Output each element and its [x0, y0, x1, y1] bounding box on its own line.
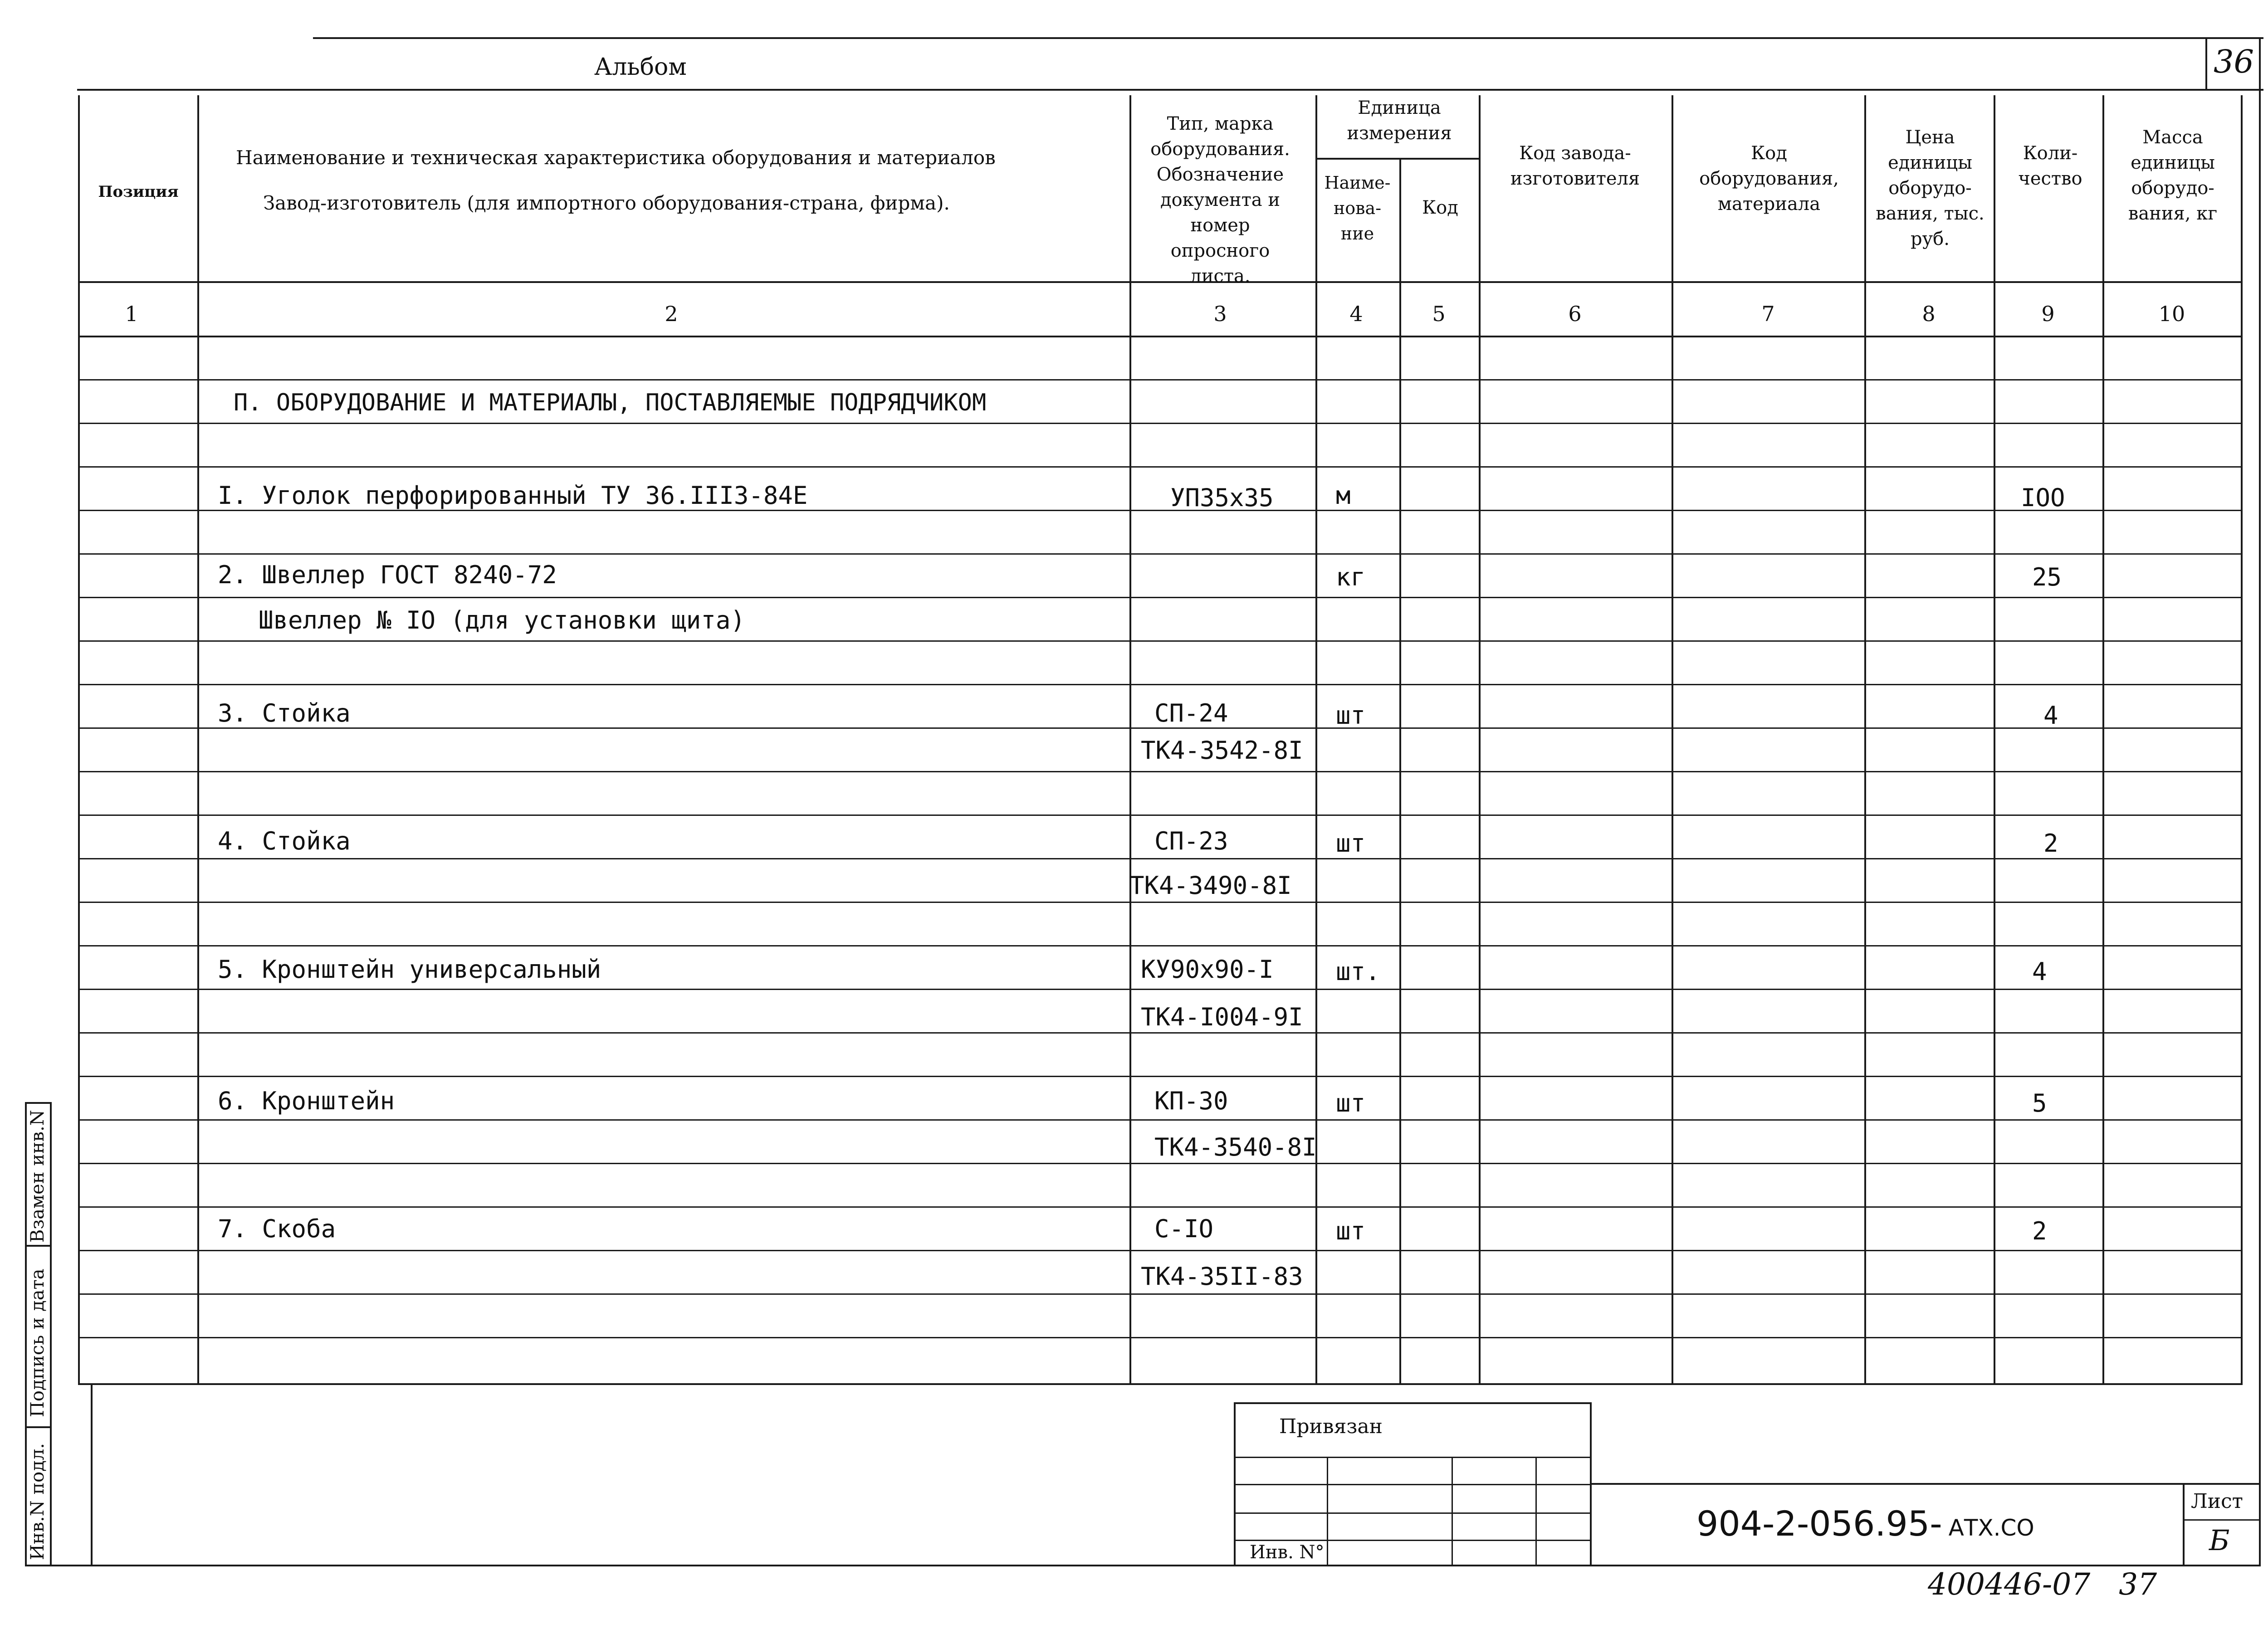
item-name: 4. Стойка [218, 827, 351, 855]
item-unit: шт. [1336, 957, 1380, 986]
item-type-line2: ТК4-I004-9I [1141, 1003, 1303, 1031]
col-num-5: 5 [1432, 302, 1446, 326]
col-num-2: 2 [665, 302, 678, 326]
item-qty: 2 [2043, 829, 2058, 858]
col-num-3: 3 [1213, 302, 1227, 326]
item-unit: шт [1336, 701, 1366, 730]
item-qty: 5 [2032, 1089, 2047, 1117]
header-position: Позиция [98, 183, 179, 201]
list-box-left [2183, 1483, 2185, 1565]
item-qty: 4 [2043, 701, 2058, 730]
item-type: КП-30 [1154, 1087, 1228, 1115]
header-unit-price: Цена единицы оборудо-вания, тыс. руб. [1876, 127, 1984, 249]
header-quantity: Коли-чество [2018, 143, 2082, 189]
header-name-line2: Завод-изготовитель (для импортного оборудования-страна, фирма). [263, 192, 950, 214]
side-label-vzam: Взамен инв.N [27, 1110, 48, 1243]
header-unit-code: Код [1422, 197, 1458, 218]
item-type-line2: ТК4-3542-8I [1141, 736, 1303, 765]
corner-box-left [2205, 37, 2207, 89]
header-equipment-code: Код оборудования, материала [1699, 143, 1839, 215]
right-border [2259, 37, 2261, 1566]
header-factory-code: Код завода-изготовителя [1510, 143, 1640, 189]
item-unit: м [1336, 481, 1351, 510]
side-label-podpis: Подпись и дата [27, 1268, 48, 1417]
doc-code-number: 904-2-056.95- [1696, 1503, 1942, 1544]
item-qty: IOO [2021, 483, 2065, 512]
item-unit: шт [1336, 829, 1366, 858]
list-value: Б [2209, 1524, 2230, 1557]
doc-block-top [1590, 1483, 2259, 1485]
item-type-line2: ТК4-3490-8I [1129, 871, 1292, 900]
doc-code-suffix: АТХ.СО [1948, 1515, 2034, 1541]
col-num-4: 4 [1349, 302, 1363, 326]
top-rule-2 [77, 89, 2263, 91]
col-num-7: 7 [1761, 302, 1775, 326]
item-name: 7. Скоба [218, 1215, 336, 1243]
item-qty: 2 [2032, 1217, 2047, 1245]
list-label: Лист [2191, 1490, 2244, 1513]
item-name: 3. Стойка [218, 699, 351, 727]
col-num-9: 9 [2041, 302, 2055, 326]
item-type: СП-24 [1154, 699, 1228, 727]
outer-left-border [91, 1383, 93, 1565]
header-name-line1: Наименование и техническая характеристика оборудования и материалов [236, 146, 996, 169]
side-label-inv-podl: Инв.N подл. [27, 1443, 48, 1560]
header-type: Тип, марка оборудования. Обозначение документа и номер опросного листа. [1150, 113, 1290, 287]
item-type-line2: ТК4-3540-8I [1154, 1133, 1317, 1161]
item-unit: кг [1336, 563, 1366, 591]
item-type: КУ90х90-I [1141, 955, 1274, 984]
item-type: УП35х35 [1170, 483, 1274, 512]
item-name: 5. Кронштейн универсальный [218, 955, 601, 984]
col-num-10: 10 [2158, 302, 2185, 326]
item-type-line2: ТК4-35II-83 [1141, 1262, 1303, 1291]
doc-code [1696, 1503, 2034, 1544]
inv-no-label: Инв. N° [1250, 1542, 1325, 1563]
item-name-line2: Швеллер № IO (для установки щита) [259, 606, 745, 634]
section-title: П. ОБОРУДОВАНИЕ И МАТЕРИАЛЫ, ПОСТАВЛЯЕМЫЕ ПОДРЯДЧИКОМ [234, 389, 987, 416]
item-name: I. Уголок перфорированный ТУ 36.III3-84Е [218, 481, 808, 510]
item-qty: 4 [2032, 957, 2047, 986]
handwritten-footer: 400446-07 37 [1928, 1567, 2157, 1602]
item-name: 6. Кронштейн [218, 1087, 395, 1115]
col-num-8: 8 [1922, 302, 1936, 326]
album-label: Альбом [594, 54, 687, 81]
sheet-corner-number: 36 [2214, 43, 2254, 80]
list-box-divider [2183, 1519, 2259, 1521]
header-mass: Масса единицы оборудо-вания, кг [2128, 127, 2218, 224]
item-qty: 25 [2032, 563, 2062, 591]
item-unit: шт [1336, 1217, 1366, 1245]
bottom-border [25, 1565, 2261, 1566]
col-num-1: 1 [125, 302, 138, 326]
top-rule [313, 37, 2263, 39]
col-num-6: 6 [1568, 302, 1582, 326]
header-unit-name: Наиме-нова-ние [1324, 173, 1391, 244]
item-type: С-IO [1154, 1215, 1214, 1243]
privyazan-label: Привязан [1279, 1415, 1383, 1438]
item-name: 2. Швеллер ГОСТ 8240-72 [218, 561, 557, 589]
header-unit-group: Единица измерения [1347, 98, 1452, 144]
item-unit: шт [1336, 1089, 1366, 1117]
item-type: СП-23 [1154, 827, 1228, 855]
